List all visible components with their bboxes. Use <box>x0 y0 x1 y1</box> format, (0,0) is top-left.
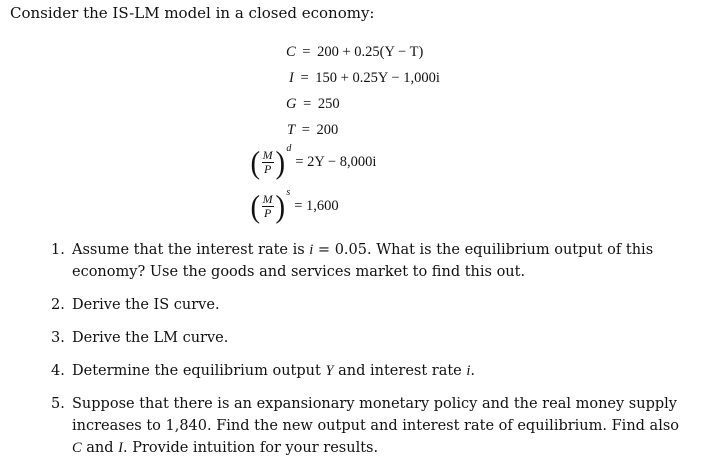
superscript-s: s <box>286 186 291 198</box>
equation-rhs: = 2Y − 8,000i <box>295 153 377 170</box>
question-4 <box>51 360 691 382</box>
superscript-d: d <box>286 142 292 154</box>
question-number: 4. <box>51 363 65 379</box>
equation-lhs: T <box>287 122 296 138</box>
question-2 <box>51 294 691 316</box>
question-number: 2. <box>51 297 65 313</box>
equation-consumption: C = 200 + 0.25(Y − T) <box>286 44 424 60</box>
question-3 <box>51 327 691 349</box>
question-number: 3. <box>51 330 65 346</box>
question-number: 1. <box>51 242 65 258</box>
equation-taxes: T = 200 <box>287 122 339 138</box>
question-text: Assume that the interest rate is i = 0.05. What is the equilibrium output of this economy? Use the goods and services market to find this out. <box>72 242 654 280</box>
fraction-m-over-p: $\frac{M}{P}$ <box>262 147 273 176</box>
question-number: 5. <box>51 396 65 412</box>
question-text: Derive the LM curve. <box>72 330 229 346</box>
equation-lhs: C <box>286 44 296 60</box>
equation-rhs: 250 <box>317 96 340 112</box>
question-text: Determine the equilibrium output Y and interest rate i. <box>72 363 476 379</box>
equation-lhs: I <box>289 70 294 86</box>
equation-lhs: G <box>286 96 297 112</box>
equation-money-demand: ( $\frac{M}{P}$ ) d = 2Y − 8,000i <box>250 142 377 180</box>
equation-rhs: 200 <box>316 122 339 138</box>
equation-rhs: = 1,600 <box>294 197 339 214</box>
question-text: Suppose that there is an expansionary monetary policy and the real money supply increases to 1,840. Find the new output and interest rate of equilibrium. Find also C and I. Provide intuition for your results. <box>72 396 679 456</box>
intro-text: Consider the IS-LM model in a closed economy: <box>10 4 375 22</box>
equation-money-supply: ( $\frac{M}{P}$ ) s = 1,600 <box>250 186 339 224</box>
equation-government: G = 250 <box>286 96 340 112</box>
question-text: Derive the IS curve. <box>72 297 220 313</box>
question-1 <box>51 239 691 283</box>
equation-rhs: 200 + 0.25(Y − T) <box>317 44 424 60</box>
equation-rhs: 150 + 0.25Y − 1,000i <box>315 70 440 86</box>
fraction-m-over-p: $\frac{M}{P}$ <box>262 191 273 220</box>
equation-investment: I = 150 + 0.25Y − 1,000i <box>289 70 440 86</box>
question-5 <box>51 393 691 459</box>
